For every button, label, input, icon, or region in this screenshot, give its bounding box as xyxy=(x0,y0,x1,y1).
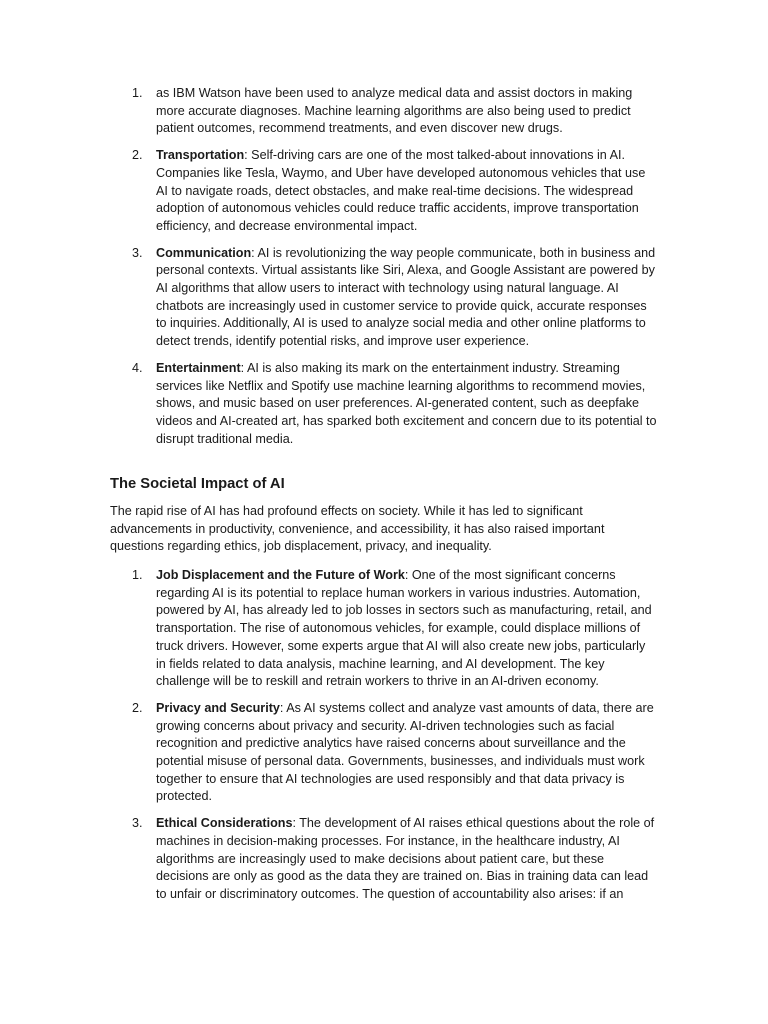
intro-paragraph: The rapid rise of AI has had profound effects on society. While it has led to significant advancements in productivity, convenience, and accessibility, it has also raised important questions regarding ethics, job displacement, privacy, and inequality. xyxy=(110,504,605,554)
list-number: 3. xyxy=(132,245,143,260)
ai-applications-list xyxy=(110,85,658,457)
list-number: 1. xyxy=(132,568,143,582)
list-item-text: as IBM Watson have been used to analyze medical data and assist doctors in making more accurate diagnoses. Machine learning algorithms are also being used to predict patient outcomes, recommend treatments, and even discover new drugs. xyxy=(156,86,633,136)
list-number: 3. xyxy=(132,816,143,831)
list-number: 2. xyxy=(132,148,143,163)
list-item-text: : As AI systems collect and analyze vast amounts of data, there are growing concerns about privacy and security. AI-driven technologies such as facial recognition and predictive analytics have raised concerns about surveillance and the potential misuse of personal data. Governments, businesses, and individuals must work together to ensure that AI technologies are used responsibly and that data privacy is protected. xyxy=(156,700,654,804)
list-item xyxy=(110,700,658,806)
section-heading: The Societal Impact of AI xyxy=(110,476,285,492)
list-item xyxy=(110,147,658,236)
list-item-title: Communication xyxy=(156,245,252,260)
list-item-title: Privacy and Security xyxy=(156,700,280,715)
list-item xyxy=(110,245,658,351)
list-item-text: : AI is revolutionizing the way people communicate, both in business and personal contexts. Virtual assistants like Siri, Alexa, and Google Assistant are powered by AI algorithms that allow users to interact with technology using natural language. AI chatbots are increasingly used in customer service to provide quick, accurate responses to inquiries. Additionally, AI is used to analyze social media and other online platforms to detect trends, identify potential risks, and improve user experience. xyxy=(156,245,656,349)
list-item xyxy=(110,567,658,691)
list-item-text: : The development of AI raises ethical questions about the role of machines in decision-making processes. For instance, in the healthcare industry, AI algorithms are increasingly used to make decisions about patient care, but these decisions are only as good as the data they are trained on. Bias in training data can lead to unfair or discriminatory outcomes. The question of accountability also arises: if an xyxy=(156,816,655,901)
list-item xyxy=(110,85,658,138)
societal-impact-list xyxy=(110,567,658,913)
list-number: 2. xyxy=(132,700,143,715)
list-item xyxy=(110,815,658,904)
list-item-title: Job Displacement and the Future of Work xyxy=(156,568,405,582)
list-item-text: : AI is also making its mark on the entertainment industry. Streaming services like Netflix and Spotify use machine learning algorithms to recommend movies, shows, and music based on user preferences. AI-generated content, such as deepfake videos and AI-created art, has sparked both excitement and concern due to its potential to disrupt traditional media. xyxy=(156,360,657,446)
list-item-title: Entertainment xyxy=(156,360,241,375)
list-item xyxy=(110,360,658,449)
list-item-text: : One of the most significant concerns regarding AI is its potential to replace human workers in various industries. Automation, powered by AI, has already led to job losses in sectors such as manufacturing, retail, and transportation. The rise of autonomous vehicles, for example, could displace millions of truck drivers. However, some experts argue that AI will also create new jobs, particularly in fields related to data analysis, machine learning, and AI development. The key challenge will be to reskill and retrain workers to thrive in an AI-driven economy. xyxy=(156,568,652,689)
list-number: 1. xyxy=(132,86,143,100)
list-number: 4. xyxy=(132,360,143,375)
list-item-text: : Self-driving cars are one of the most talked-about innovations in AI. Companies like Tesla, Waymo, and Uber have developed autonomous vehicles that use AI to navigate roads, detect obstacles, and make real-time decisions. The widespread adoption of autonomous vehicles could reduce traffic accidents, improve transportation efficiency, and decrease environmental impact. xyxy=(156,148,646,233)
list-item-title: Ethical Considerations xyxy=(156,816,293,831)
list-item-title: Transportation xyxy=(156,148,245,163)
